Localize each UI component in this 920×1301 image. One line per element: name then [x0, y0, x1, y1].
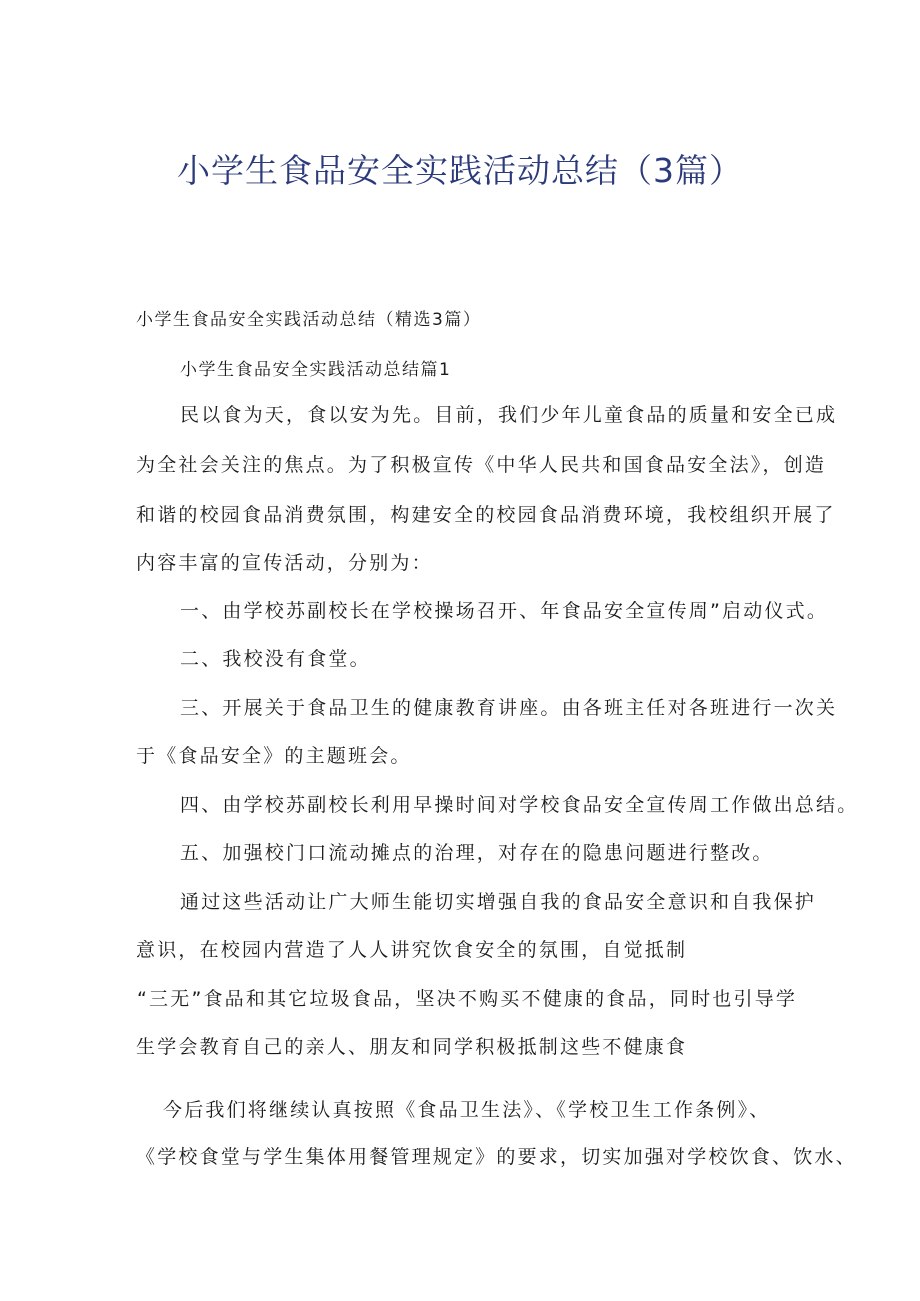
- paragraph-line: 和谐的校园食品消费氛围，构建安全的校园食品消费环境，我校组织开展了: [136, 504, 836, 526]
- list-item: 三、开展关于食品卫生的健康教育讲座。由各班主任对各班进行一次关: [180, 697, 838, 719]
- paragraph-line: 今后我们将继续认真按照《食品卫生法》、《学校卫生工作条例》、: [163, 1099, 771, 1121]
- list-item: 一、由学校苏副校长在学校操场召开、年食品安全宣传周”启动仪式。: [180, 600, 829, 622]
- paragraph-line: 意识，在校园内营造了人人讲究饮食安全的氛围，自觉抵制: [136, 939, 688, 961]
- list-item: 二、我校没有食堂。: [180, 648, 371, 670]
- document-title: 小学生食品安全实践活动总结（3篇）: [177, 151, 743, 190]
- list-item: 五、加强校门口流动摊点的治理，对存在的隐患问题进行整改。: [180, 842, 774, 864]
- paragraph-line: 《学校食堂与学生集体用餐管理规定》的要求，切实加强对学校饮食、饮水、: [136, 1146, 857, 1168]
- paragraph-line: 民以食为天，食以安为先。目前，我们少年儿童食品的质量和安全已成: [180, 404, 838, 426]
- paragraph-line: 内容丰富的宣传活动，分别为：: [136, 552, 433, 574]
- document-subtitle: 小学生食品安全实践活动总结（精选3篇）: [136, 310, 482, 330]
- list-item: 四、由学校苏副校长利用早操时间对学校食品安全宣传周工作做出总结。: [180, 794, 859, 816]
- paragraph-line: 生学会教育自己的亲人、朋友和同学积极抵制这些不健康食: [136, 1036, 688, 1058]
- paragraph-line: “三无”食品和其它垃圾食品，坚决不购买不健康的食品，同时也引导学: [137, 988, 798, 1010]
- section-heading: 小学生食品安全实践活动总结篇1: [180, 360, 452, 380]
- paragraph-line: 于《食品安全》的主题班会。: [136, 745, 412, 767]
- paragraph-line: 通过这些活动让广大师生能切实增强自我的食品安全意识和自我保护: [180, 891, 817, 913]
- paragraph-line: 为全社会关注的焦点。为了积极宣传《中华人民共和国食品安全法》，创造: [136, 454, 827, 476]
